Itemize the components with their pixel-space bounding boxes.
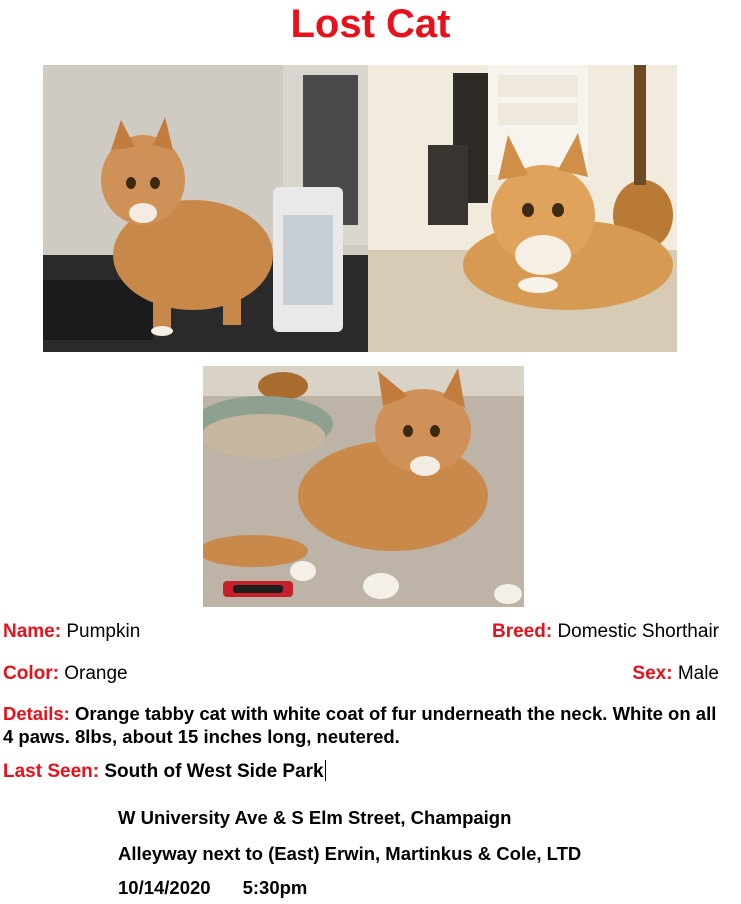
- sex-field: [632, 662, 719, 685]
- sex-value: Male: [677, 663, 719, 684]
- location-landmark: Alleyway next to (East) Erwin, Martinkus & Cole, LTD: [118, 843, 582, 864]
- sex-label: Sex:: [632, 663, 673, 684]
- cat-photo-standing: [43, 65, 368, 352]
- color-value: Orange: [64, 663, 128, 684]
- breed-value: Domestic Shorthair: [557, 621, 719, 642]
- location-datetime: [118, 876, 307, 899]
- color-label: Color:: [3, 663, 59, 684]
- text-cursor: [325, 760, 326, 781]
- breed-field: [492, 620, 719, 643]
- location-street: W University Ave & S Elm Street, Champaign: [118, 807, 512, 828]
- last-seen-time: 5:30pm: [242, 877, 308, 898]
- last-seen-date: 10/14/2020: [118, 877, 211, 898]
- details-value: Orange tabby cat with white coat of fur underneath the neck. White on all 4 paws. 8lbs, about 15 inches long, neutered.: [3, 703, 717, 747]
- color-field: [3, 662, 128, 685]
- breed-label: Breed:: [491, 621, 553, 642]
- name-label: Name:: [3, 621, 62, 642]
- name-field: [3, 620, 140, 643]
- cat-photo-lying-carpet: [368, 65, 677, 352]
- last-seen-label: Last Seen:: [3, 761, 100, 782]
- details-field: [3, 702, 723, 748]
- details-label: Details:: [3, 703, 70, 724]
- last-seen-field[interactable]: [3, 760, 326, 783]
- name-value: Pumpkin: [66, 621, 141, 642]
- last-seen-value[interactable]: South of West Side Park: [104, 761, 324, 782]
- poster-title: Lost Cat: [290, 2, 451, 46]
- cat-photo-lounging: [203, 366, 524, 607]
